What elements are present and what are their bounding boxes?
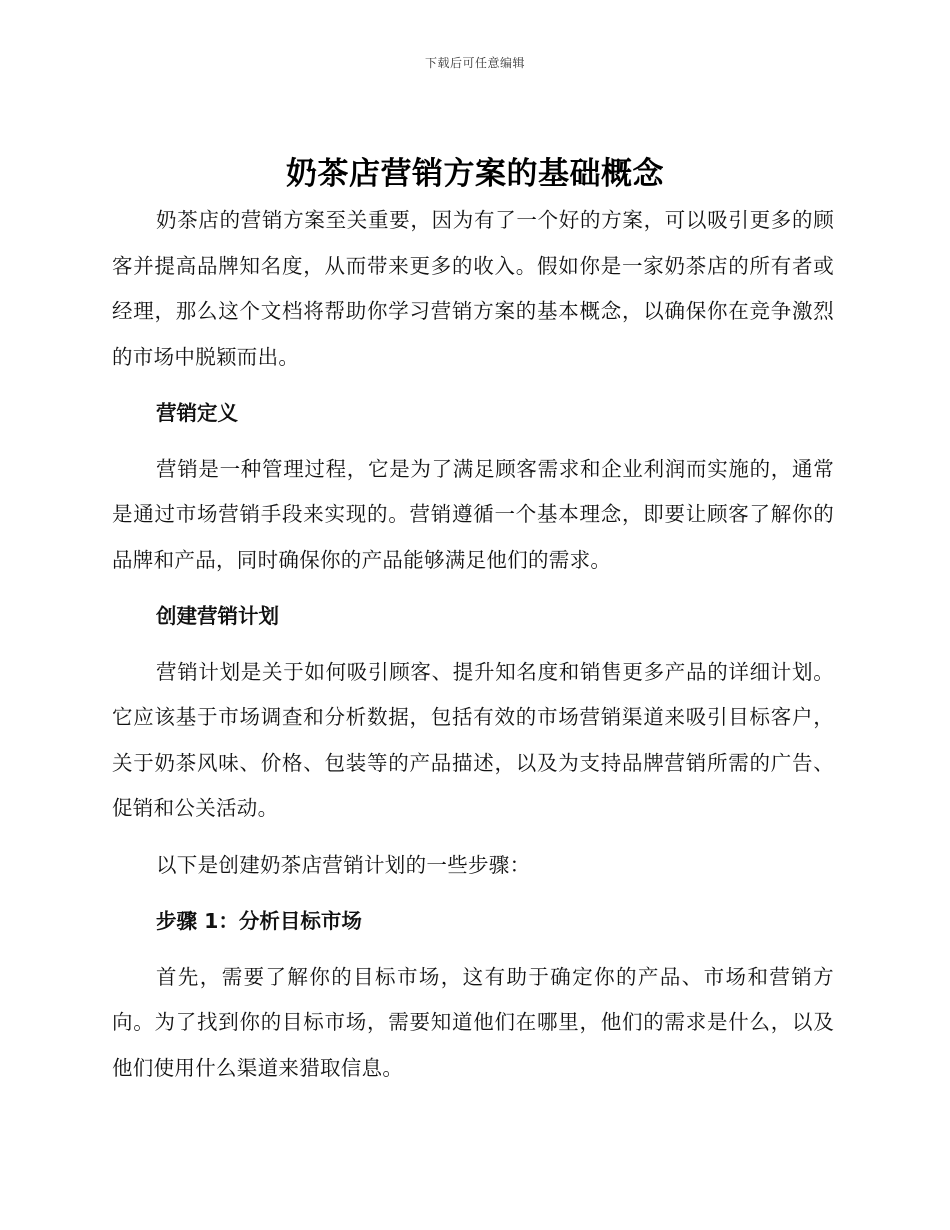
steps-intro-paragraph: 以下是创建奶茶店营销计划的一些步骤：: [156, 852, 531, 877]
step-paragraph-1: 首先，需要了解你的目标市场，这有助于确定你的产品、市场和营销方向。为了找到你的目标市场，需要知道他们在哪里，他们的需求是什么，以及他们使用什么渠道来猎取信息。: [112, 964, 834, 1080]
intro-paragraph: 奶茶店的营销方案至关重要，因为有了一个好的方案，可以吸引更多的顾客并提高品牌知名度，从而带来更多的收入。假如你是一家奶茶店的所有者或经理，那么这个文档将帮助你学习营销方案的基本概念，以确保你在竞争激烈的市场中脱颖而出。: [112, 208, 834, 369]
section-paragraph-marketing-definition: 营销是一种管理过程，它是为了满足顾客需求和企业利润而实施的，通常是通过市场营销手段来实现的。营销遵循一个基本理念，即要让顾客了解你的品牌和产品，同时确保你的产品能够满足他们的需求。: [112, 456, 834, 572]
document-body: [112, 198, 834, 1091]
header-note: 下载后可任意编辑: [424, 56, 525, 70]
section-heading-create-plan: 创建营销计划: [156, 604, 279, 628]
step-heading-1: 步骤 1：分析目标市场: [156, 909, 362, 933]
section-heading-marketing-definition: 营销定义: [156, 401, 238, 425]
section-paragraph-create-plan: 营销计划是关于如何吸引顾客、提升知名度和销售更多产品的详细计划。它应该基于市场调查和分析数据，包括有效的市场营销渠道来吸引目标客户，关于奶茶风味、价格、包装等的产品描述，以及为支持品牌营销所需的广告、促销和公关活动。: [112, 659, 834, 820]
document-title: 奶茶店营销方案的基础概念: [286, 156, 664, 192]
